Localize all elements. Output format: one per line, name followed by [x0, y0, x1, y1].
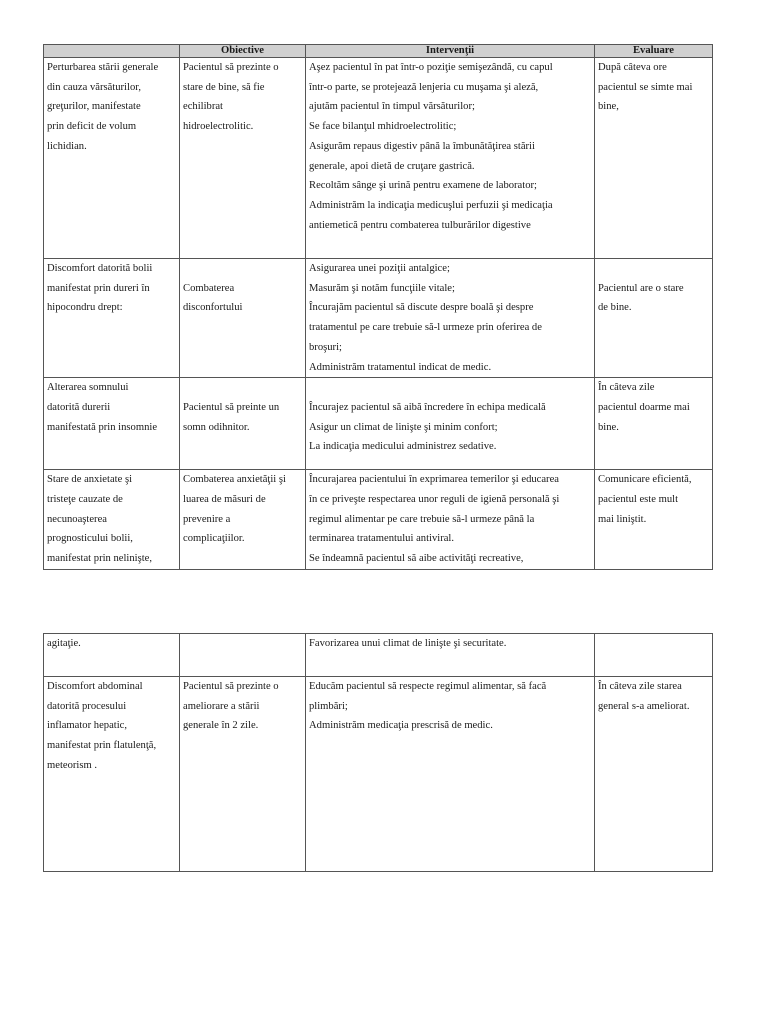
cell-line: Pacientul să preinte un — [183, 401, 280, 413]
evaluation-cell — [595, 58, 713, 259]
cell-line — [183, 259, 302, 279]
cell-line: manifestată prin insomnie — [47, 421, 158, 433]
cell-line: tratamentul pe care trebuie să-l urmeze prin oferirea de — [309, 322, 542, 334]
cell-line: Perturbarea stării generale — [47, 62, 159, 73]
cell-line: Combaterea anxietăţii şi — [183, 474, 286, 486]
cell-line — [598, 259, 709, 279]
evaluation-cell — [595, 677, 713, 872]
cell-line: manifestat prin flatulenţă, — [47, 740, 157, 752]
cell-line: Favorizarea unui climat de linişte şi securitate. — [309, 638, 507, 649]
cell-line: hipocondru drept: — [47, 302, 123, 314]
cell-line: pacientul se simte mai — [598, 81, 693, 93]
problem-cell — [44, 259, 180, 378]
cell-line: manifestat prin dureri în — [47, 282, 150, 294]
cell-line: Administrăm medicaţia prescrisă de medic. — [309, 720, 493, 732]
cell-line: tristeţe cauzate de — [47, 493, 123, 505]
cell-line: de bine. — [598, 302, 632, 314]
objective-cell — [180, 58, 306, 259]
cell-line: necunoaşterea — [47, 513, 107, 525]
cell-line: Pacientul să prezinte o — [183, 681, 279, 692]
cell-line — [183, 634, 302, 654]
table-row — [44, 677, 713, 872]
header-evaluation: Evaluare — [595, 45, 713, 58]
cell-line — [598, 634, 709, 654]
table-row — [44, 634, 713, 677]
cell-line: Masurăm şi notăm funcţiile vitale; — [309, 282, 455, 294]
objective-cell — [180, 677, 306, 872]
cell-line: echilibrat — [183, 101, 224, 113]
objective-cell — [180, 634, 306, 677]
cell-line: meteorism . — [47, 759, 98, 771]
cell-line: plimbări; — [309, 700, 348, 712]
cell-line: În câteva zile starea — [598, 681, 682, 692]
cell-line: Aşez pacientul în pat într-o poziţie semişezândă, cu capul — [309, 62, 553, 73]
cell-line: Administrăm tratamentul indicat de medic. — [309, 361, 492, 373]
header-interventions: Intervenţii — [306, 45, 595, 58]
cell-line: Încurajăm pacientul să discute despre boală şi despre — [309, 302, 534, 314]
cell-line: prognosticului bolii, — [47, 533, 133, 545]
cell-line: broşuri; — [309, 341, 342, 353]
header-problem — [44, 45, 180, 58]
cell-line: Pacientul să prezinte o — [183, 62, 279, 73]
cell-line: Asigur un climat de linişte şi minim confort; — [309, 421, 498, 433]
cell-line: ameliorare a stării — [183, 700, 260, 712]
cell-line: inflamator hepatic, — [47, 720, 128, 732]
evaluation-cell — [595, 378, 713, 470]
cell-line: terminarea tratamentului antiviral. — [309, 533, 455, 545]
cell-line: Se îndeamnă pacientul să aibe activităţi recreative, — [309, 553, 524, 565]
cell-line: bine, — [598, 101, 619, 113]
cell-line: Pacientul are o stare — [598, 282, 684, 294]
cell-line: generale în 2 zile. — [183, 720, 259, 732]
table-row — [44, 259, 713, 378]
cell-line: ajutăm pacientul în timpul vărsăturilor; — [309, 101, 475, 113]
objective-cell — [180, 259, 306, 378]
cell-line: În câteva zile — [598, 382, 655, 394]
problem-cell — [44, 58, 180, 259]
cell-line: Stare de anxietate şi — [47, 474, 133, 486]
cell-line: luarea de măsuri de — [183, 493, 266, 505]
cell-line: din cauza vărsăturilor, — [47, 81, 141, 93]
table-row — [44, 58, 713, 259]
cell-line: Se face bilanţul mhidroelectrolitic; — [309, 121, 457, 133]
cell-line: Asigurarea unei poziţii antalgice; — [309, 263, 450, 274]
cell-line: Alterarea somnului — [47, 382, 129, 394]
cell-line: Asigurăm repaus digestiv până la îmbunătăţirea stării — [309, 140, 535, 152]
cell-line: regimul alimentar pe care trebuie să-l urmeze până la — [309, 513, 535, 525]
cell-line: Încurajez pacientul să aibă încredere în echipa medicală — [309, 401, 546, 413]
cell-line: Discomfort datorită bolii — [47, 263, 153, 274]
care-plan-table-top — [43, 44, 713, 570]
cell-line: prin deficit de volum — [47, 121, 137, 133]
evaluation-cell — [595, 259, 713, 378]
cell-line: Comunicare eficientă, — [598, 474, 692, 486]
cell-line: datorită durerii — [47, 401, 111, 413]
care-plan-table-bottom — [43, 633, 713, 872]
cell-line: datorită procesului — [47, 700, 127, 712]
cell-line: disconfortului — [183, 302, 243, 314]
cell-line: Administrăm la indicaţia medicuşlui perfuzii şi medicaţia — [309, 199, 553, 211]
cell-line: hidroelectrolitic. — [183, 121, 254, 133]
interventions-cell — [306, 634, 595, 677]
objective-cell — [180, 378, 306, 470]
cell-line: stare de bine, să fie — [183, 81, 265, 93]
cell-line: Recoltăm sânge şi urină pentru examene de laborator; — [309, 180, 537, 192]
interventions-cell — [306, 58, 595, 259]
cell-line: complicaţiilor. — [183, 533, 245, 545]
cell-line: La indicaţia medicului administrez sedative. — [309, 441, 497, 453]
interventions-cell — [306, 259, 595, 378]
problem-cell — [44, 470, 180, 570]
objective-cell — [180, 470, 306, 570]
cell-line — [309, 378, 591, 398]
cell-line: Educăm pacientul să respecte regimul alimentar, să facă — [309, 681, 547, 692]
interventions-cell — [306, 470, 595, 570]
cell-line: manifestat prin nelinişte, — [47, 553, 153, 565]
cell-line: antiemetică pentru combaterea tulburărilor digestive — [309, 219, 531, 231]
cell-line: Încurajarea pacientului în exprimarea temerilor şi educarea — [309, 474, 559, 486]
cell-line: prevenire a — [183, 513, 231, 525]
interventions-cell — [306, 677, 595, 872]
cell-line: mai liniştit. — [598, 513, 647, 525]
interventions-cell — [306, 378, 595, 470]
problem-cell — [44, 677, 180, 872]
cell-line: în ce priveşte respectarea unor reguli de igienă personală şi — [309, 493, 560, 505]
problem-cell — [44, 634, 180, 677]
cell-line: generale, apoi dietă de cruţare gastrică. — [309, 160, 475, 172]
header-objectives: Obiective — [180, 45, 306, 58]
cell-line: lichidian. — [47, 140, 87, 152]
evaluation-cell — [595, 470, 713, 570]
cell-line: într-o parte, se protejează lenjeria cu muşama şi aleză, — [309, 81, 539, 93]
table-row — [44, 470, 713, 570]
cell-line: greţurilor, manifestate — [47, 101, 141, 113]
header-row — [44, 45, 713, 58]
table-row — [44, 378, 713, 470]
cell-line: Combaterea — [183, 282, 235, 294]
problem-cell — [44, 378, 180, 470]
cell-line: După câteva ore — [598, 62, 667, 73]
evaluation-cell — [595, 634, 713, 677]
cell-line: pacientul este mult — [598, 493, 679, 505]
cell-line: agitaţie. — [47, 638, 81, 649]
cell-line: Discomfort abdominal — [47, 681, 143, 692]
cell-line: bine. — [598, 421, 619, 433]
cell-line: general s-a ameliorat. — [598, 700, 690, 712]
cell-line: pacientul doarme mai — [598, 401, 690, 413]
cell-line — [183, 378, 302, 398]
cell-line: somn odihnitor. — [183, 421, 250, 433]
